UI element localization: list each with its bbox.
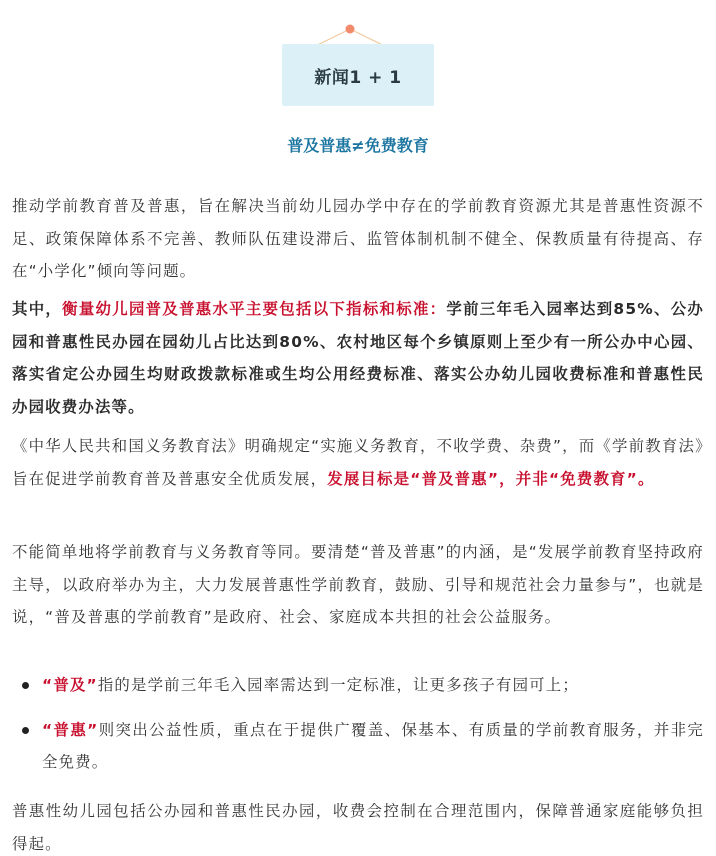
bullet-text: 则突出公益性质，重点在于提供广覆盖、保基本、有质量的学前教育服务，并非完全免费。 bbox=[42, 720, 704, 772]
news-badge-wrap bbox=[0, 18, 716, 98]
indicators-highlight: 衡量幼儿园普及普惠水平主要包括以下指标和标准： bbox=[62, 300, 447, 318]
bullet-text: 指的是学前三年毛入园率需达到一定标准，让更多孩子有园可上； bbox=[97, 676, 579, 694]
bullet-term: “普及” bbox=[42, 676, 98, 694]
paragraph-law-text: 《中华人民共和国义务教育法》明确规定“实施义务教育，不收学费、杂费”，而《学前教育法》旨在促进学前教育普及普惠安全优质发展， bbox=[12, 437, 704, 488]
paragraph-indicators-lead: 其中， bbox=[12, 300, 63, 318]
paragraph-conclusion: 普惠性幼儿园包括公办园和普惠性民办园，收费会控制在合理范围内，保障普通家庭能够负担得起。 bbox=[12, 802, 704, 853]
news-badge bbox=[282, 44, 434, 106]
bullet-icon bbox=[22, 682, 29, 689]
list-item bbox=[12, 714, 704, 779]
goal-highlight: 发展目标是“普及普惠”，并非“免费教育”。 bbox=[327, 469, 655, 488]
list-item bbox=[12, 669, 704, 702]
bullet-icon bbox=[22, 727, 29, 734]
paragraph-meaning: 不能简单地将学前教育与义务教育等同。要清楚“普及普惠”的内涵，是“发展学前教育坚持政府主导，以政府举办为主，大力发展普惠性学前教育，鼓励、引导和规范社会力量参与”，也就是说，“普及普惠的学前教育”是政府、社会、家庭成本共担的社会公益服务。 bbox=[12, 543, 704, 627]
bullet-list bbox=[12, 669, 704, 779]
bullet-term: “普惠” bbox=[42, 720, 99, 739]
paragraph-indicators bbox=[12, 293, 704, 423]
section-heading: 普及普惠≠免费教育 bbox=[287, 136, 429, 155]
paragraph-indicators-rest: 学前三年毛入园率达到85%、公办园和普惠性民办园在园幼儿占比达到80%、农村地区每个乡镇原则上至少有一所公办中心园、落实省定公办园生均财政拨款标准或生均公用经费标准、落实公办幼儿园收费标准和普惠性民办园收费办法等。 bbox=[12, 300, 704, 416]
news-badge-label: 新闻1 + 1 bbox=[314, 67, 402, 88]
paragraph-law bbox=[12, 430, 704, 495]
paragraph-intro: 推动学前教育普及普惠，旨在解决当前幼儿园办学中存在的学前教育资源尤其是普惠性资源不足、政策保障体系不完善、教师队伍建设滞后、监管体制机制不健全、保教质量有待提高、存在“小学化”倾向等问题。 bbox=[12, 197, 704, 281]
